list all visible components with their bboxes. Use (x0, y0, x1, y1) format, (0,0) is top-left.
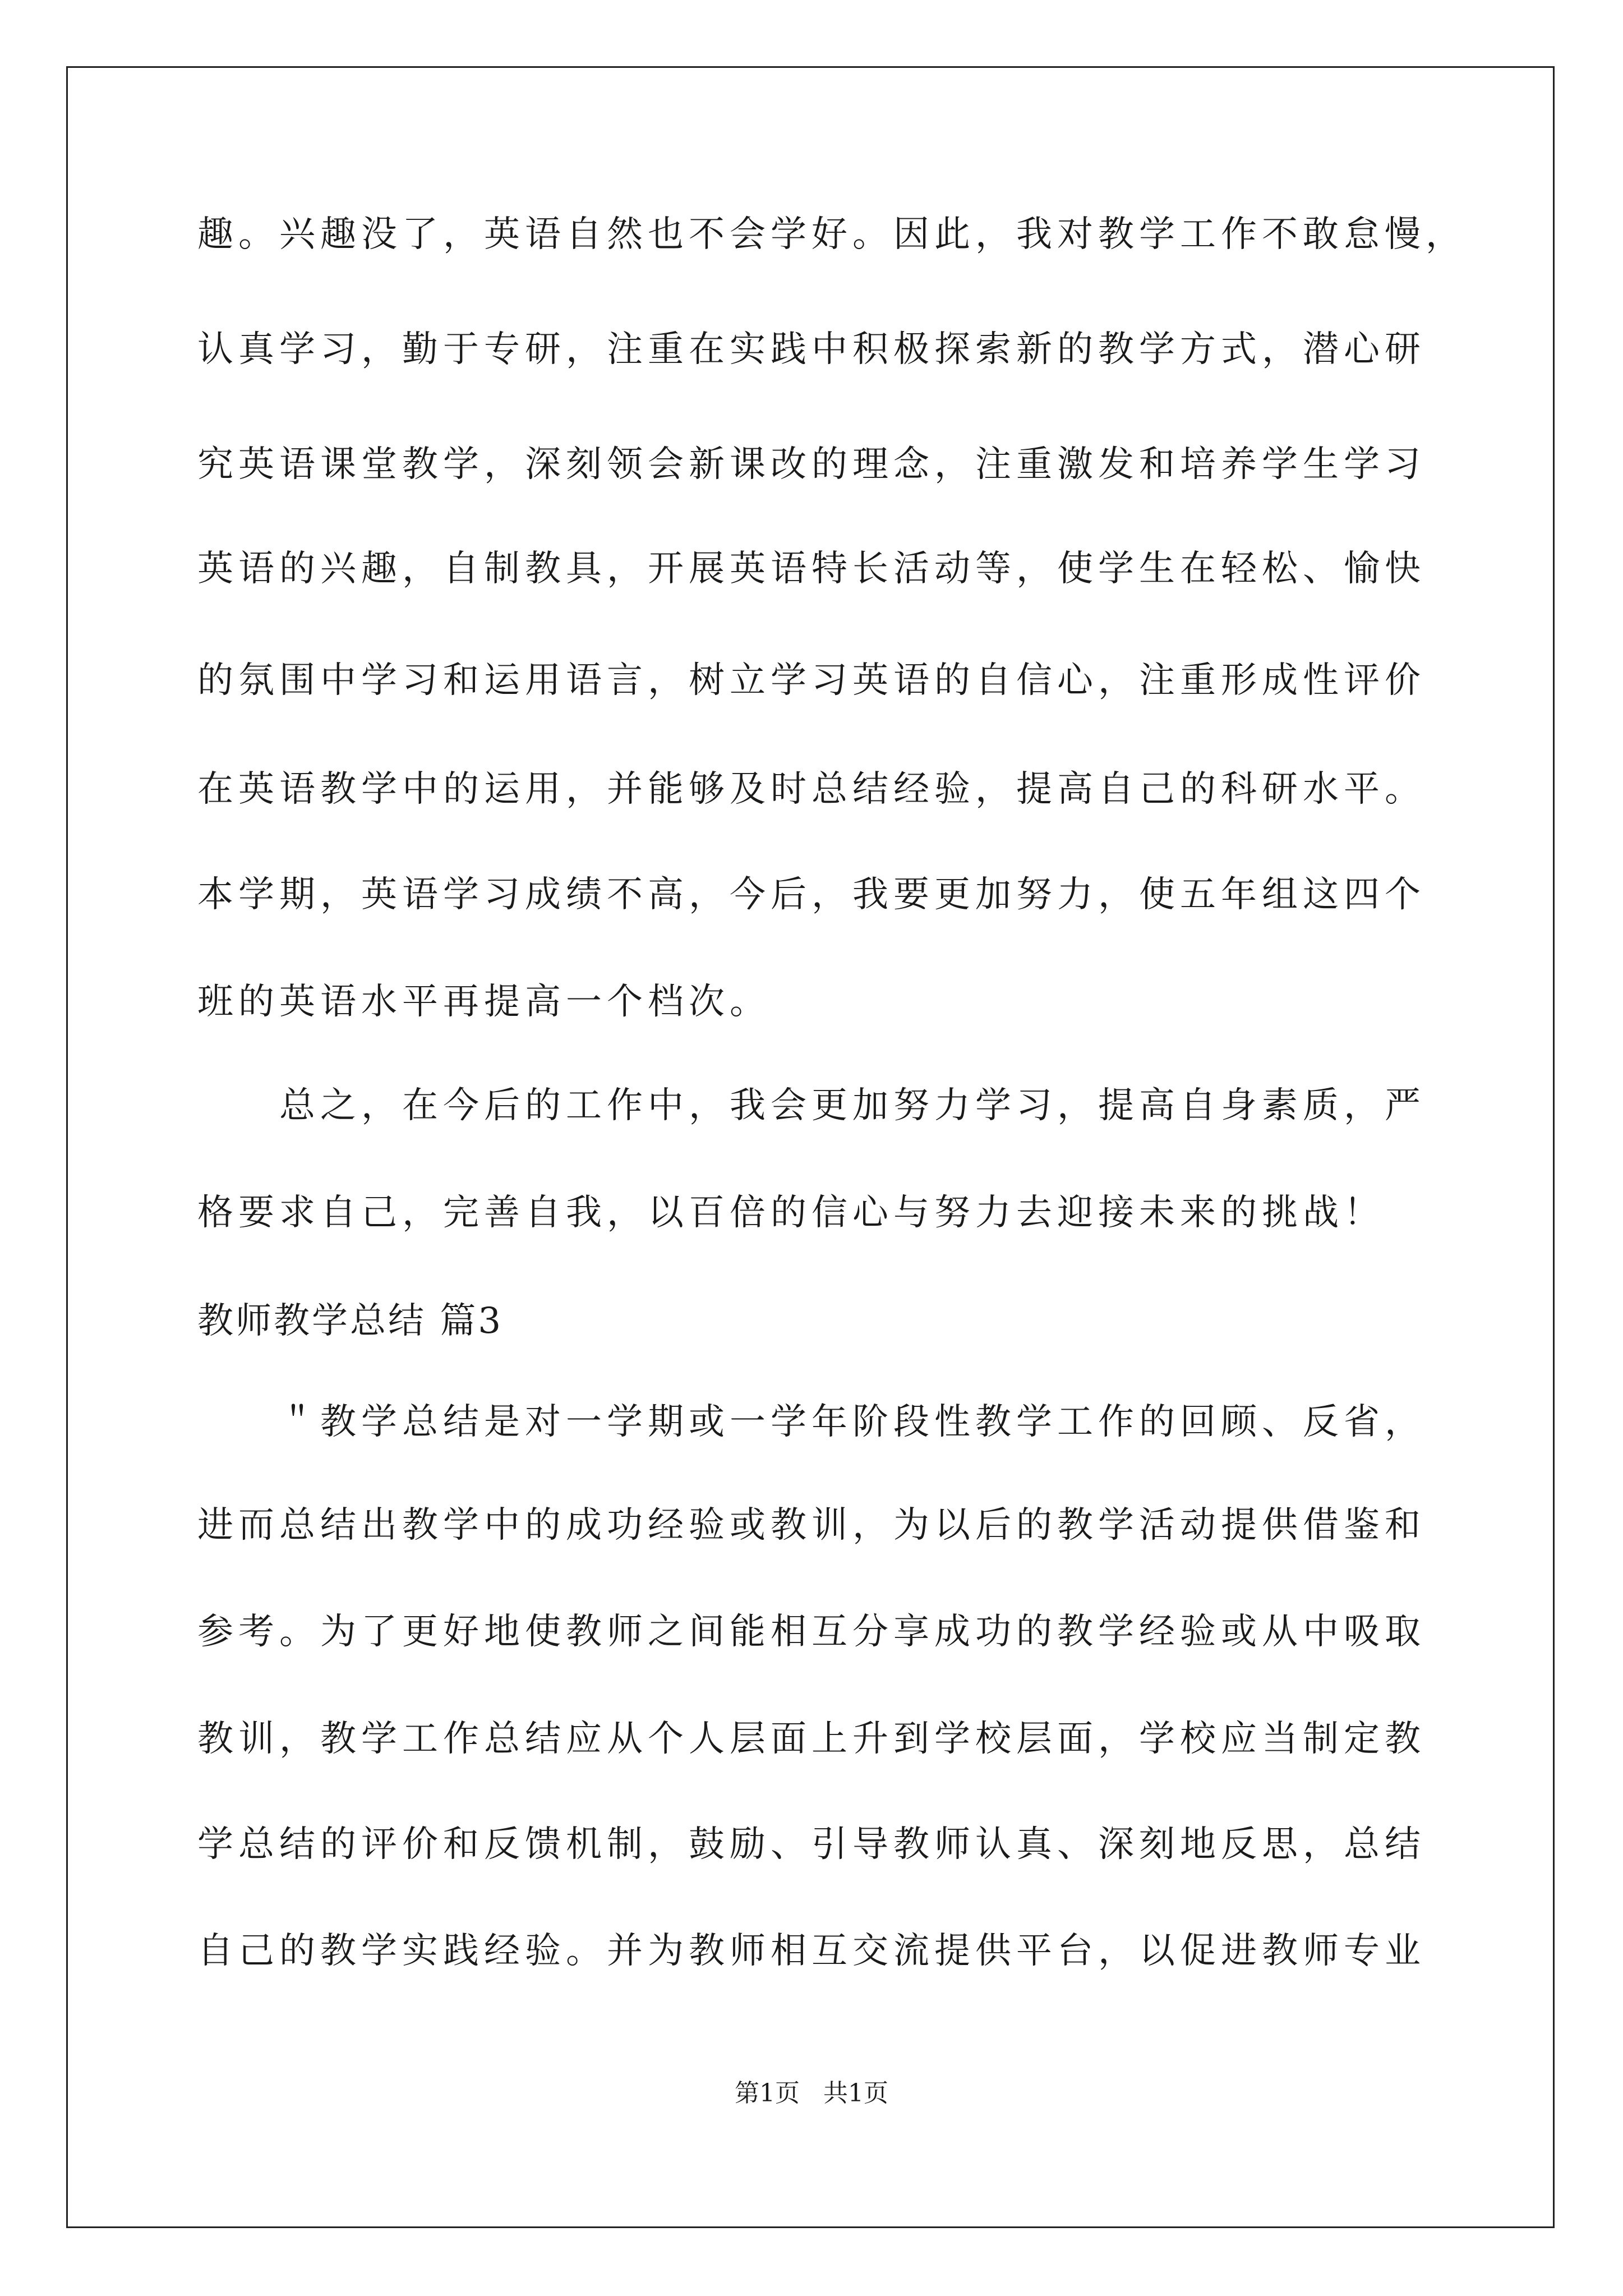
text-line-16: 学总结的评价和反馈机制，鼓励、引导教师认真、深刻地反思，总结 (197, 1824, 1426, 1865)
text-line-14: 参考。为了更好地使教师之间能相互分享成功的教学经验或从中吸取 (197, 1611, 1426, 1653)
section-heading: 教师教学总结 篇3 (197, 1300, 504, 1342)
page-number: 第1页 共1页 (735, 2079, 888, 2108)
text-line-2: 认真学习，勤于专研，注重在实践中积极探索新的教学方式，潜心研 (197, 329, 1426, 370)
text-line-15: 教训，教学工作总结应从个人层面上升到学校层面，学校应当制定教 (197, 1718, 1426, 1760)
text-line-4: 英语的兴趣，自制教具，开展英语特长活动等，使学生在轻松、愉快 (197, 548, 1426, 590)
paragraph-line-2: ＂教学总结是对一学期或一学年阶段性教学工作的回顾、反省， (279, 1401, 1426, 1443)
paragraph-line-1: 总之，在今后的工作中，我会更加努力学习，提高自身素质，严 (279, 1085, 1426, 1126)
text-line-7: 本学期，英语学习成绩不高，今后，我要更加努力，使五年组这四个 (197, 874, 1426, 915)
text-line-10: 格要求自己，完善自我，以百倍的信心与努力去迎接未来的挑战！ (197, 1192, 1385, 1234)
page-border (66, 66, 1555, 2228)
text-line-1: 趣。兴趣没了，英语自然也不会学好。因此，我对教学工作不敢怠慢， (197, 214, 1467, 255)
text-line-17: 自己的教学实践经验。并为教师相互交流提供平台，以促进教师专业 (197, 1930, 1426, 1972)
text-line-6: 在英语教学中的运用，并能够及时总结经验，提高自己的科研水平。 (197, 769, 1426, 810)
text-line-8: 班的英语水平再提高一个档次。 (197, 981, 771, 1023)
text-line-5: 的氛围中学习和运用语言，树立学习英语的自信心，注重形成性评价 (197, 660, 1426, 701)
text-line-13: 进而总结出教学中的成功经验或教训，为以后的教学活动提供借鉴和 (197, 1504, 1426, 1546)
text-line-3: 究英语课堂教学，深刻领会新课改的理念，注重激发和培养学生学习 (197, 444, 1426, 485)
